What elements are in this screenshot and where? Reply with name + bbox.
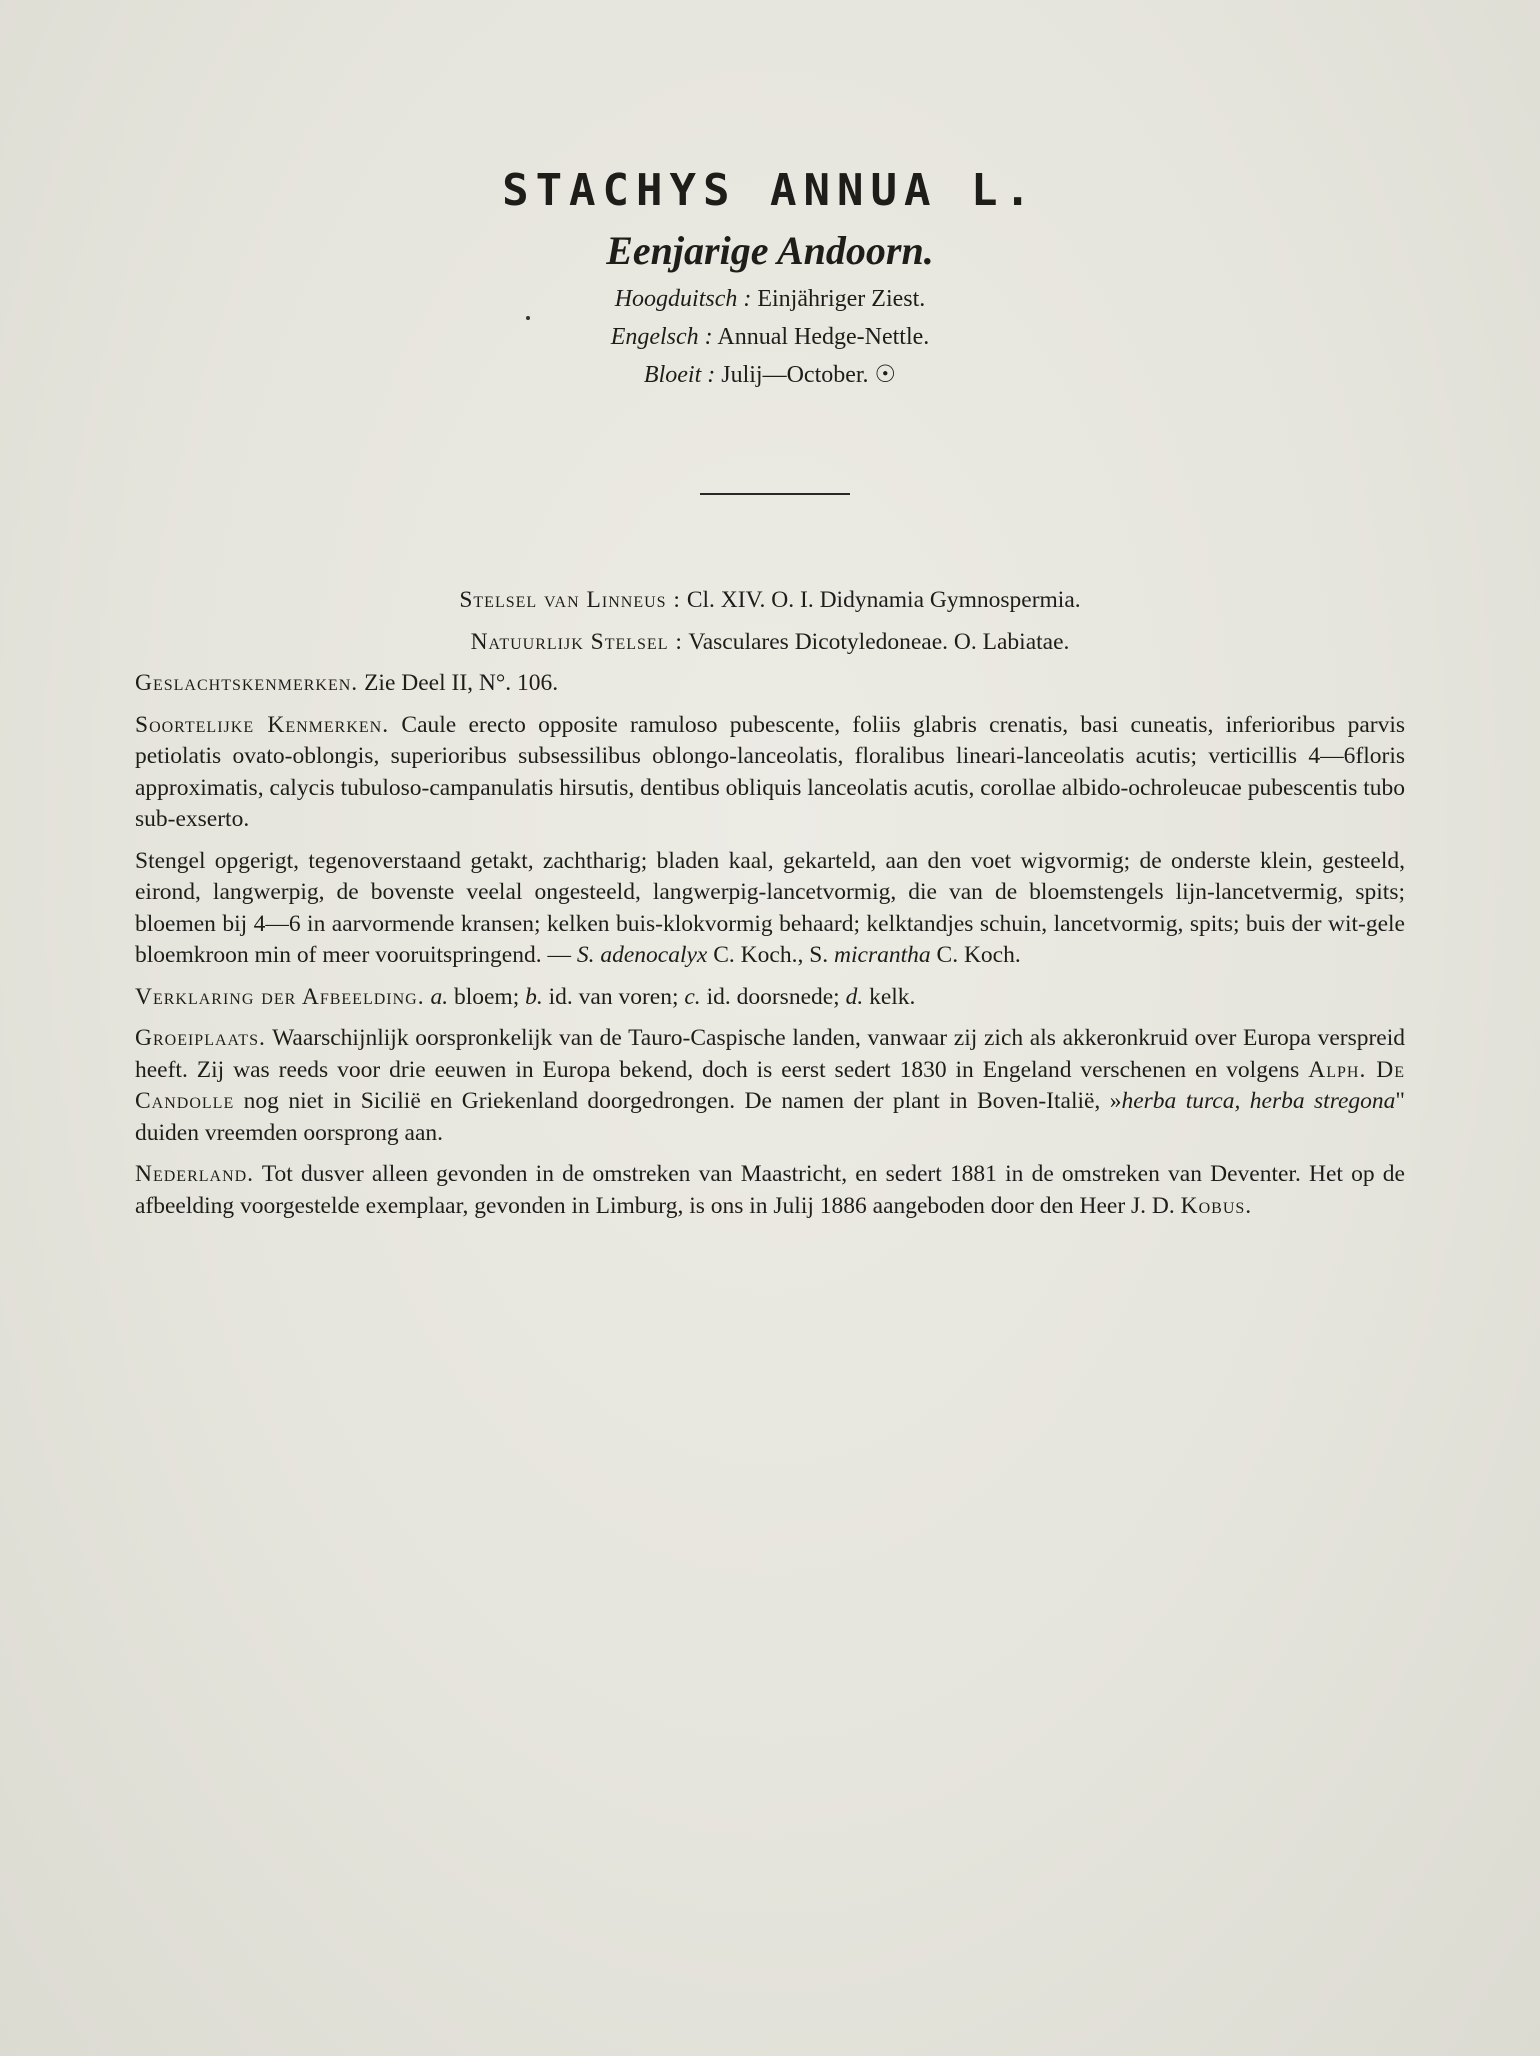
fig-a-text: bloem;	[453, 983, 520, 1010]
fig-d-key: d.	[845, 983, 864, 1010]
synonym-1-species: adenocalyx	[600, 942, 708, 968]
natural-text: Vasculares Dicotyledoneae. O. Labiatae.	[688, 628, 1070, 655]
habitat-quote: herba turca, herba stregona	[1121, 1088, 1396, 1114]
netherlands-label: Nederland.	[135, 1161, 255, 1187]
netherlands-text: Tot dusver alleen gevonden in de omstreken van Maastricht, en sedert 1881 in de omstreken van Deventer. Het op de afbeelding voorgestelde exemplaar, gevonden in Limburg, is ons in Julij 1886 aangeboden door den Heer J. D.	[135, 1161, 1405, 1219]
habitat-label: Groeiplaats.	[135, 1025, 266, 1051]
german-label: Hoogduitsch :	[614, 286, 752, 312]
linneus-label: Stelsel van Linneus :	[459, 587, 681, 613]
synonym-2-genus: S.	[809, 942, 829, 968]
habitat-text-3: " duiden vreemden oorsprong aan.	[135, 1088, 1406, 1146]
habitat-text-1: Waarschijnlijk oorspronkelijk van de Tauro-Caspische landen, vanwaar zij zich als akkeronkruid over Europa verspreid heeft. Zij was reeds voor drie eeuwen in Europa bekend, doch is eerst sedert 1830 in Engeland verschenen en volgens	[135, 1025, 1406, 1083]
description	[135, 585, 1405, 1232]
fig-c-text: id. doorsnede;	[706, 983, 840, 1010]
species-characters	[135, 710, 1405, 836]
english-value: Annual Hedge-Nettle.	[717, 324, 930, 350]
synonym-2-author: C. Koch.	[936, 942, 1021, 968]
habitat-author: Alph. De Candolle	[135, 1056, 1406, 1114]
species-label: Soortelijke Kenmerken.	[135, 711, 390, 738]
stem-text: Stengel opgerigt, tegenoverstaand getakt, zachtharig; bladen kaal, gekarteld, aan den voet wigvormig; de onderste klein, gesteeld, eirond, langwerpig, de bovenste veelal ongesteeld, langwerpig-lancetvormig, die van de bloemstengels lijn-lancetvermig, spits; bloemen bij 4—6 in aarvormende kransen; kelken buis-klokvormig behaard; kelktandjes schuin, lancetvormig, spits; buis der wit-gele bloemkroon min of meer vooruitspringend. —	[135, 847, 1405, 968]
page-title: STACHYS ANNUA L.	[502, 165, 1038, 216]
species-text: Caule erecto opposite ramuloso pubescente, foliis glabris crenatis, basi cuneatis, inferioribus parvis petiolatis ovato-oblongis, superioribus subsessilibus oblongo-lanceolatis, floralibus lineari-lanceolatis acutis; verticillis 4—6floris approximatis, calycis tubuloso-campanulatis hirsutis, dentibus obliquis lanceolatis acutis, corollae albido-ochroleucae pubescentis tubo sub-exserto.	[135, 711, 1406, 832]
linneus-text: Cl. XIV. O. I. Didynamia Gymnospermia.	[686, 587, 1081, 613]
netherlands	[135, 1159, 1405, 1222]
english-label: Engelsch :	[610, 324, 713, 350]
habitat	[135, 1023, 1405, 1149]
genus-label: Geslachtskenmerken.	[135, 670, 359, 696]
divider	[700, 493, 850, 495]
habitat-text-2: nog niet in Sicilië en Griekenland doorgedrongen. De namen der plant in Boven-Italië, »	[243, 1088, 1122, 1114]
german-name	[0, 280, 1540, 318]
flowering-value: Julij—October. ☉	[721, 362, 897, 388]
fig-b-text: id. van voren;	[548, 983, 679, 1010]
fig-d-text: kelk.	[869, 983, 916, 1010]
linneus-system	[135, 585, 1405, 617]
synonym-1-genus: S.	[576, 942, 595, 968]
stem-description	[135, 846, 1405, 972]
fig-c-key: c.	[684, 983, 701, 1010]
german-value: Einjähriger Ziest.	[757, 286, 926, 312]
figure-explanation	[135, 982, 1405, 1014]
figure-label: Verklaring der Afbeelding.	[135, 983, 425, 1010]
natural-label: Natuurlijk Stelsel :	[470, 628, 683, 655]
genus-characters	[135, 668, 1405, 700]
header	[0, 160, 1540, 394]
flowering-label: Bloeit :	[643, 362, 716, 388]
dutch-name: Eenjarige Andoorn.	[606, 228, 934, 273]
english-name	[0, 318, 1540, 356]
genus-text: Zie Deel II, N°. 106.	[364, 670, 559, 696]
synonym-2-species: micrantha	[834, 942, 931, 968]
donor-name: Kobus.	[1180, 1192, 1253, 1219]
natural-system	[135, 627, 1405, 659]
flowering	[0, 356, 1540, 394]
fig-b-key: b.	[525, 983, 543, 1010]
fig-a-key: a.	[430, 983, 449, 1010]
synonym-1-author: C. Koch.,	[713, 942, 804, 968]
